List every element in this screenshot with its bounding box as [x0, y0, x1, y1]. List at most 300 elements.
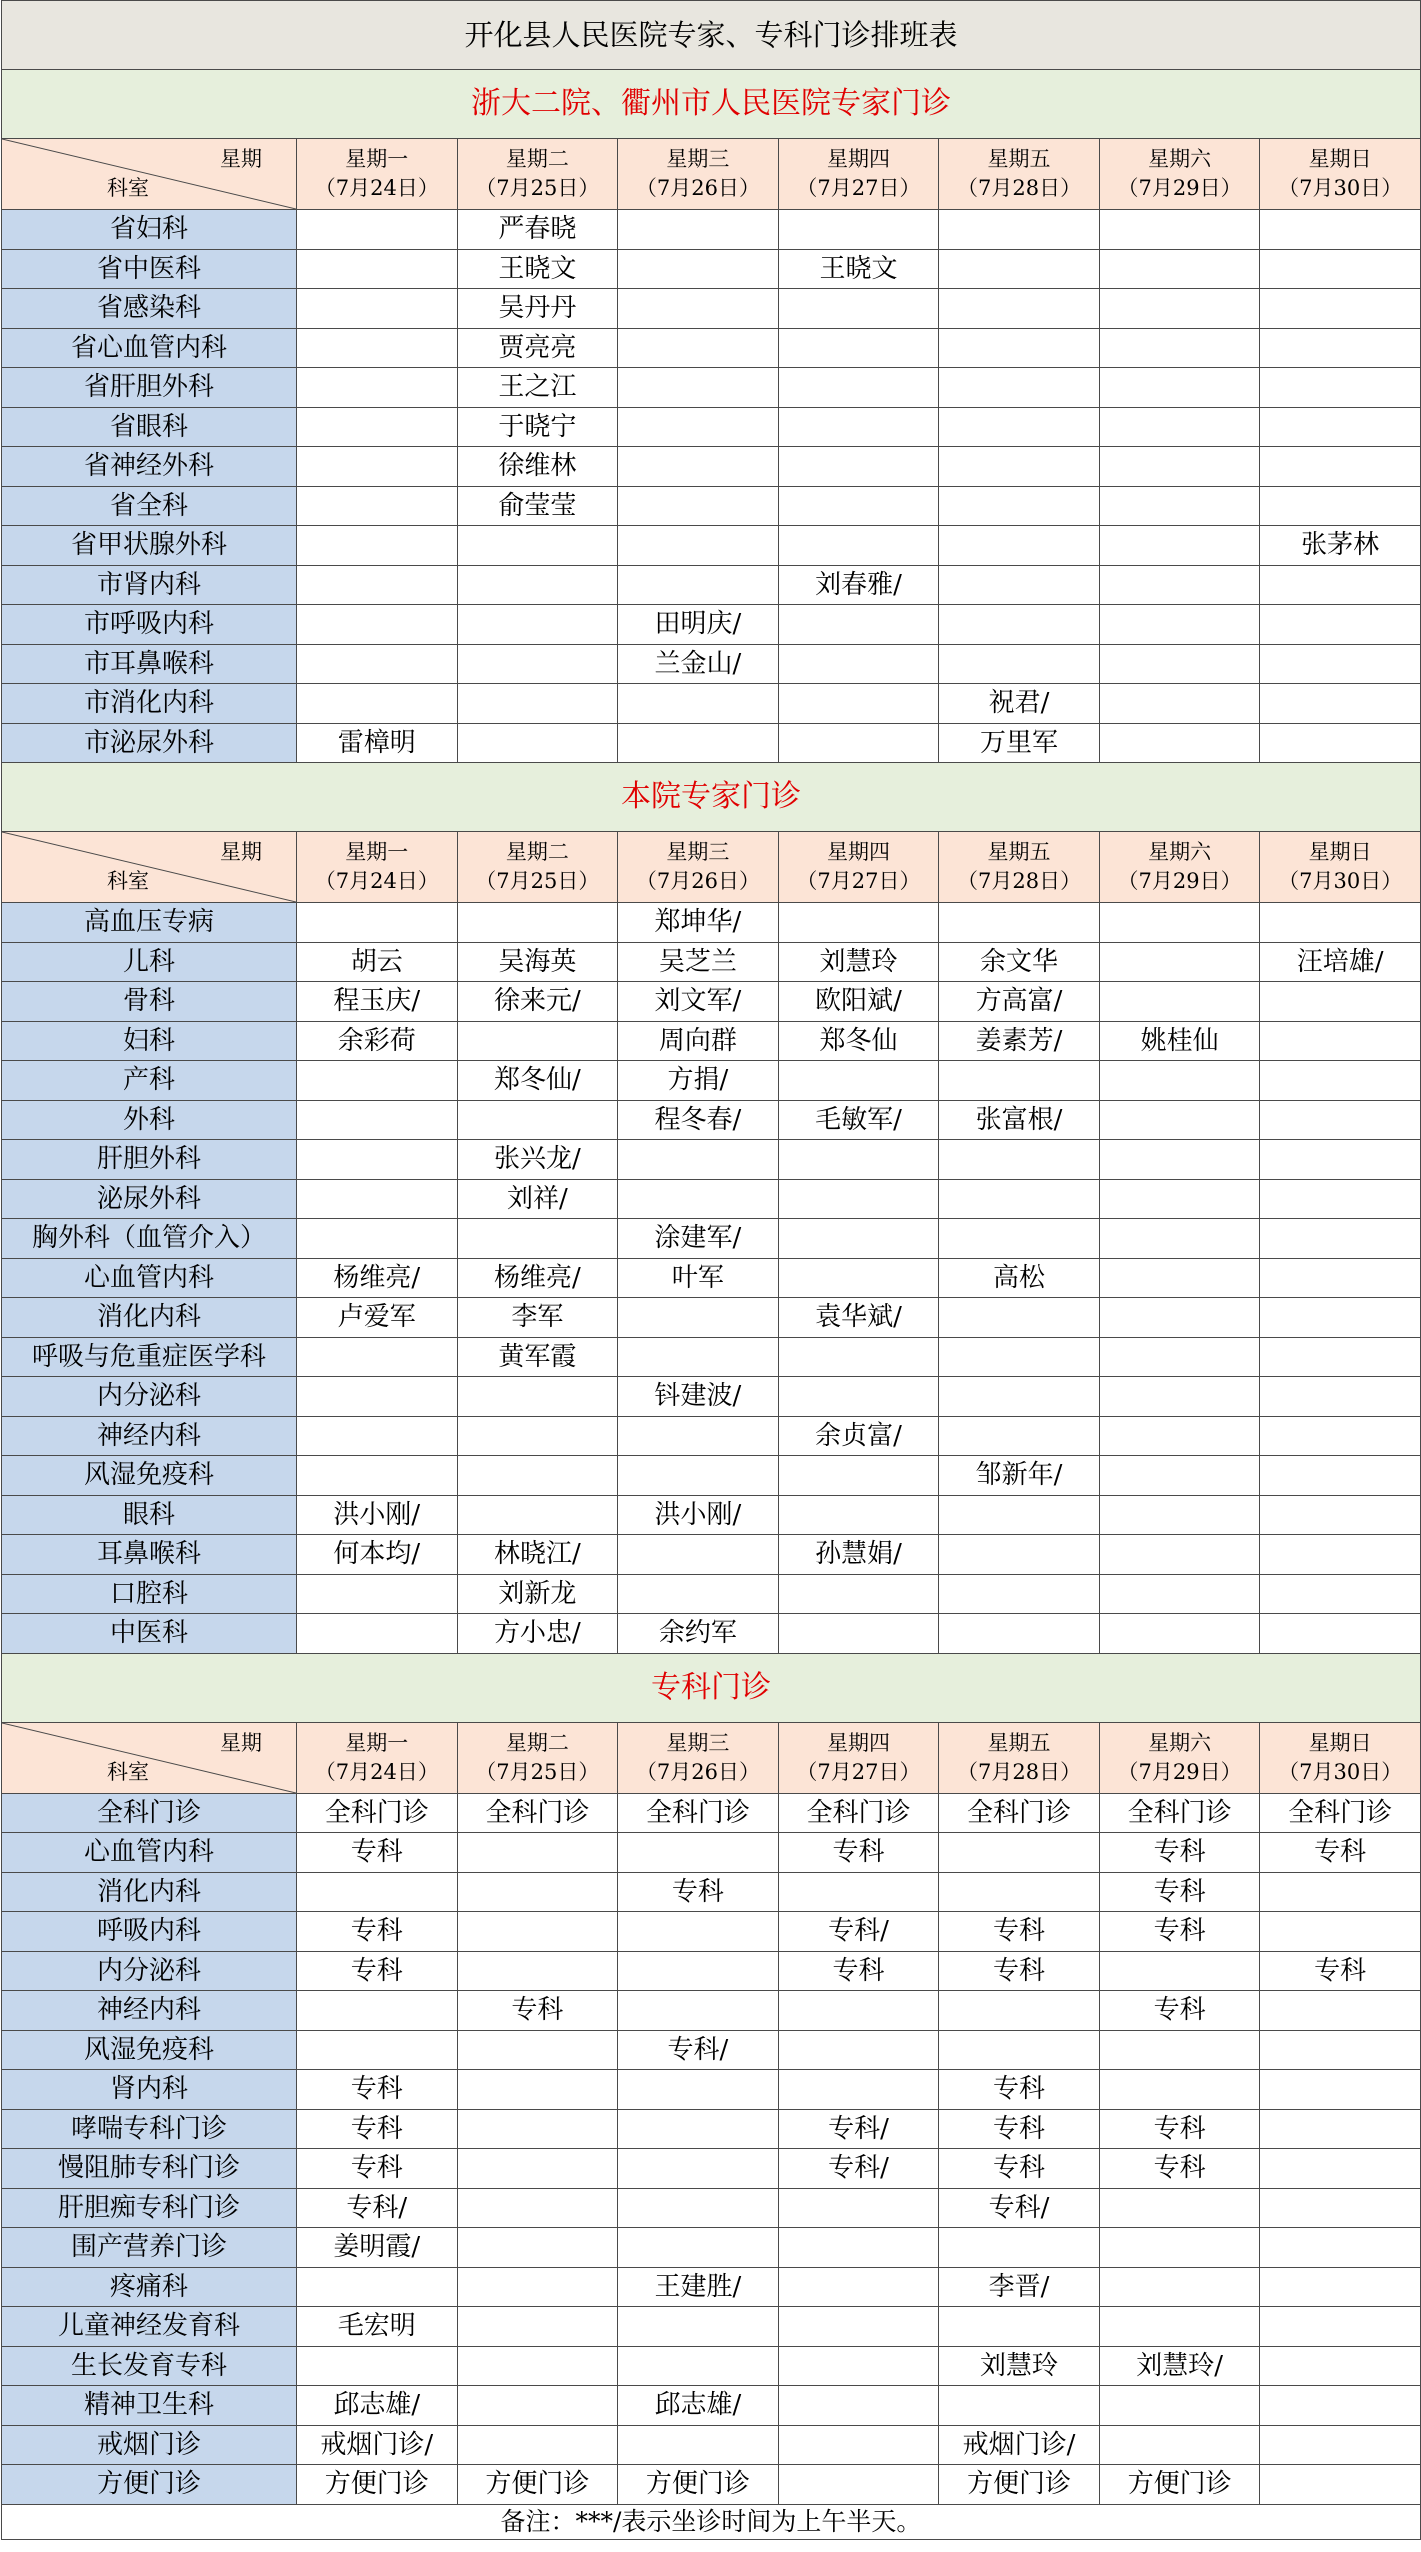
schedule-cell [457, 1100, 618, 1140]
table-row [2, 942, 1421, 982]
schedule-cell [1099, 2070, 1260, 2110]
schedule-cell [1099, 2307, 1260, 2347]
schedule-cell [618, 1298, 779, 1338]
weekday-name: 星期日 [1308, 1730, 1372, 1755]
schedule-cell: 姜明霞/ [297, 2228, 458, 2268]
schedule-cell [1260, 903, 1421, 943]
schedule-cell [1099, 1179, 1260, 1219]
schedule-cell [1099, 1574, 1260, 1614]
schedule-cell [618, 210, 779, 250]
schedule-cell: 卢爱军 [297, 1298, 458, 1338]
corner-weekday-label: 星期 [220, 1730, 262, 1755]
schedule-cell [618, 1535, 779, 1575]
schedule-cell: 于晓宁 [457, 407, 618, 447]
schedule-cell [1099, 249, 1260, 289]
schedule-cell [939, 2030, 1100, 2070]
schedule-cell: 洪小刚/ [618, 1495, 779, 1535]
department-cell: 省甲状腺外科 [2, 526, 297, 566]
table-row [2, 1179, 1421, 1219]
table-row [2, 1833, 1421, 1873]
department-cell: 骨科 [2, 982, 297, 1022]
schedule-cell [778, 684, 939, 724]
schedule-cell [1260, 1991, 1421, 2031]
schedule-cell: 高松 [939, 1258, 1100, 1298]
schedule-cell [778, 1061, 939, 1101]
schedule-cell: 专科/ [778, 2109, 939, 2149]
table-row [2, 2267, 1421, 2307]
department-cell: 市肾内科 [2, 565, 297, 605]
schedule-cell: 徐来元/ [457, 982, 618, 1022]
schedule-cell [1099, 447, 1260, 487]
header-corner-cell [2, 832, 297, 903]
table-row [2, 1456, 1421, 1496]
schedule-cell [939, 1377, 1100, 1417]
schedule-cell [1099, 1219, 1260, 1259]
schedule-cell [618, 249, 779, 289]
department-cell: 外科 [2, 1100, 297, 1140]
schedule-cell: 专科 [1099, 1991, 1260, 2031]
schedule-table [1, 0, 1421, 2540]
schedule-cell: 专科 [1260, 1833, 1421, 1873]
schedule-cell [939, 1179, 1100, 1219]
weekday-date: （7月26日） [635, 176, 760, 200]
schedule-cell: 钭建波/ [618, 1377, 779, 1417]
schedule-cell [1260, 486, 1421, 526]
schedule-cell: 全科门诊 [618, 1793, 779, 1833]
schedule-cell [618, 1140, 779, 1180]
department-cell: 肝胆外科 [2, 1140, 297, 1180]
schedule-cell [457, 644, 618, 684]
schedule-cell [457, 2228, 618, 2268]
schedule-cell [1099, 1535, 1260, 1575]
schedule-cell [1260, 605, 1421, 645]
schedule-cell [1099, 368, 1260, 408]
department-cell: 省肝胆外科 [2, 368, 297, 408]
schedule-cell [297, 407, 458, 447]
schedule-cell: 方便门诊 [297, 2465, 458, 2505]
schedule-cell [778, 1179, 939, 1219]
schedule-cell [939, 407, 1100, 447]
schedule-cell: 吴芝兰 [618, 942, 779, 982]
schedule-cell [618, 1951, 779, 1991]
schedule-cell [1099, 1377, 1260, 1417]
department-cell: 泌尿外科 [2, 1179, 297, 1219]
section-title: 专科门诊 [2, 1653, 1421, 1722]
header-corner-cell [2, 1722, 297, 1793]
table-row [2, 1495, 1421, 1535]
weekday-date: （7月27日） [796, 1759, 921, 1784]
schedule-cell: 汪培雄/ [1260, 942, 1421, 982]
weekday-name: 星期一 [345, 147, 409, 171]
schedule-cell [1260, 2425, 1421, 2465]
schedule-cell [1099, 2228, 1260, 2268]
schedule-cell [1099, 328, 1260, 368]
corner-weekday-label: 星期 [220, 147, 262, 171]
schedule-cell: 俞莹莹 [457, 486, 618, 526]
schedule-cell [1260, 1872, 1421, 1912]
schedule-cell [457, 2149, 618, 2189]
table-row [2, 1872, 1421, 1912]
schedule-cell: 王晓文 [457, 249, 618, 289]
schedule-cell: 方高富/ [939, 982, 1100, 1022]
department-cell: 妇科 [2, 1021, 297, 1061]
section-title-row [2, 1653, 1421, 1722]
schedule-cell: 全科门诊 [778, 1793, 939, 1833]
weekday-date: （7月24日） [314, 1759, 439, 1784]
schedule-cell: 毛敏军/ [778, 1100, 939, 1140]
weekday-name: 星期五 [987, 840, 1051, 864]
schedule-cell [778, 1377, 939, 1417]
weekday-date: （7月28日） [956, 869, 1082, 893]
section-title: 本院专家门诊 [2, 763, 1421, 832]
schedule-cell [297, 210, 458, 250]
schedule-cell [1260, 289, 1421, 329]
schedule-cell [457, 684, 618, 724]
schedule-cell [1260, 1337, 1421, 1377]
schedule-cell [939, 210, 1100, 250]
department-cell: 戒烟门诊 [2, 2425, 297, 2465]
department-cell: 市呼吸内科 [2, 605, 297, 645]
table-row [2, 1219, 1421, 1259]
schedule-cell [1099, 684, 1260, 724]
department-cell: 胸外科（血管介入） [2, 1219, 297, 1259]
weekday-header [618, 1722, 779, 1793]
schedule-cell [1260, 1456, 1421, 1496]
schedule-cell [1260, 1614, 1421, 1654]
weekday-header-row [2, 1722, 1421, 1793]
schedule-cell [778, 2425, 939, 2465]
schedule-cell [618, 1416, 779, 1456]
schedule-cell [939, 1140, 1100, 1180]
schedule-cell: 刘慧玲 [778, 942, 939, 982]
schedule-cell [297, 1416, 458, 1456]
schedule-cell [618, 289, 779, 329]
schedule-cell [1260, 1574, 1421, 1614]
schedule-cell [1260, 644, 1421, 684]
weekday-name: 星期三 [666, 147, 730, 171]
schedule-cell [618, 447, 779, 487]
schedule-cell: 余约军 [618, 1614, 779, 1654]
schedule-cell: 兰金山/ [618, 644, 779, 684]
schedule-cell: 专科 [297, 2109, 458, 2149]
schedule-cell [1260, 2386, 1421, 2426]
schedule-cell [297, 249, 458, 289]
schedule-cell: 洪小刚/ [297, 1495, 458, 1535]
weekday-header [939, 1722, 1100, 1793]
department-cell: 生长发育专科 [2, 2346, 297, 2386]
schedule-cell [939, 1833, 1100, 1873]
schedule-cell: 姜素芳/ [939, 1021, 1100, 1061]
department-cell: 产科 [2, 1061, 297, 1101]
table-row [2, 407, 1421, 447]
schedule-cell: 刘春雅/ [778, 565, 939, 605]
schedule-cell: 专科 [1099, 1833, 1260, 1873]
section-title-row [2, 763, 1421, 832]
schedule-cell [618, 1337, 779, 1377]
schedule-cell [778, 407, 939, 447]
schedule-cell [457, 1495, 618, 1535]
schedule-cell [778, 1219, 939, 1259]
schedule-cell [457, 2188, 618, 2228]
schedule-cell: 专科 [1099, 2109, 1260, 2149]
schedule-cell [457, 1912, 618, 1952]
schedule-cell [297, 903, 458, 943]
table-row [2, 368, 1421, 408]
schedule-cell [939, 289, 1100, 329]
schedule-cell: 李晋/ [939, 2267, 1100, 2307]
weekday-header [1099, 1722, 1260, 1793]
department-cell: 内分泌科 [2, 1951, 297, 1991]
weekday-header [297, 139, 458, 210]
schedule-cell [939, 249, 1100, 289]
schedule-cell: 专科 [778, 1833, 939, 1873]
schedule-cell [1260, 1258, 1421, 1298]
schedule-cell [1260, 2188, 1421, 2228]
weekday-header [778, 139, 939, 210]
schedule-cell [618, 684, 779, 724]
schedule-cell: 邱志雄/ [297, 2386, 458, 2426]
schedule-cell [1099, 723, 1260, 763]
department-cell: 精神卫生科 [2, 2386, 297, 2426]
department-cell: 内分泌科 [2, 1377, 297, 1417]
schedule-cell: 张兴龙/ [457, 1140, 618, 1180]
schedule-cell [939, 1061, 1100, 1101]
schedule-cell [778, 2188, 939, 2228]
schedule-cell [1260, 2346, 1421, 2386]
schedule-cell: 袁华斌/ [778, 1298, 939, 1338]
schedule-cell [778, 2465, 939, 2505]
schedule-cell [939, 1495, 1100, 1535]
table-row [2, 526, 1421, 566]
schedule-cell [1260, 2109, 1421, 2149]
schedule-cell [618, 2425, 779, 2465]
schedule-cell: 全科门诊 [457, 1793, 618, 1833]
department-cell: 省感染科 [2, 289, 297, 329]
weekday-name: 星期五 [987, 147, 1051, 171]
department-cell: 省中医科 [2, 249, 297, 289]
weekday-date: （7月27日） [796, 176, 921, 200]
schedule-cell [457, 1833, 618, 1873]
table-row [2, 2307, 1421, 2347]
table-row [2, 1793, 1421, 1833]
table-row [2, 1140, 1421, 1180]
schedule-cell [778, 1456, 939, 1496]
table-row [2, 1416, 1421, 1456]
note-row [2, 2504, 1421, 2539]
schedule-cell [1260, 2307, 1421, 2347]
department-cell: 全科门诊 [2, 1793, 297, 1833]
schedule-cell [939, 903, 1100, 943]
table-row [2, 1912, 1421, 1952]
schedule-cell: 全科门诊 [1099, 1793, 1260, 1833]
page-title: 开化县人民医院专家、专科门诊排班表 [2, 1, 1421, 70]
weekday-name: 星期一 [345, 1730, 409, 1755]
schedule-cell [297, 368, 458, 408]
schedule-cell [457, 1951, 618, 1991]
schedule-cell [1099, 982, 1260, 1022]
weekday-header [1260, 1722, 1421, 1793]
weekday-header [939, 139, 1100, 210]
corner-department-label: 科室 [107, 176, 149, 200]
schedule-cell [1260, 1416, 1421, 1456]
weekday-header [457, 1722, 618, 1793]
schedule-cell [297, 1574, 458, 1614]
weekday-date: （7月28日） [956, 1759, 1082, 1784]
table-row [2, 684, 1421, 724]
weekday-name: 星期二 [505, 1730, 569, 1755]
schedule-cell: 方便门诊 [1099, 2465, 1260, 2505]
schedule-cell: 刘慧玲 [939, 2346, 1100, 2386]
table-row [2, 644, 1421, 684]
schedule-cell: 专科 [1099, 1912, 1260, 1952]
department-cell: 口腔科 [2, 1574, 297, 1614]
schedule-cell [457, 1021, 618, 1061]
schedule-cell [457, 2307, 618, 2347]
department-cell: 肝胆痴专科门诊 [2, 2188, 297, 2228]
schedule-cell [618, 368, 779, 408]
schedule-cell: 专科 [297, 1912, 458, 1952]
schedule-cell [1099, 486, 1260, 526]
weekday-header-row [2, 832, 1421, 903]
schedule-cell: 孙慧娟/ [778, 1535, 939, 1575]
schedule-cell [1099, 1140, 1260, 1180]
table-row [2, 1337, 1421, 1377]
table-row [2, 1377, 1421, 1417]
schedule-cell: 专科 [939, 1912, 1100, 1952]
schedule-cell [939, 1219, 1100, 1259]
schedule-cell: 郑冬仙/ [457, 1061, 618, 1101]
weekday-name: 星期六 [1148, 147, 1212, 171]
table-row [2, 1991, 1421, 2031]
weekday-name: 星期日 [1308, 840, 1372, 864]
schedule-cell [1099, 903, 1260, 943]
schedule-cell: 周向群 [618, 1021, 779, 1061]
schedule-cell [1099, 2188, 1260, 2228]
schedule-cell [457, 2425, 618, 2465]
weekday-date: （7月25日） [475, 176, 600, 200]
schedule-cell [939, 1991, 1100, 2031]
schedule-cell [1099, 407, 1260, 447]
weekday-date: （7月30日） [1278, 176, 1403, 200]
schedule-cell: 祝君/ [939, 684, 1100, 724]
schedule-cell [297, 2267, 458, 2307]
schedule-cell: 张茅林 [1260, 526, 1421, 566]
schedule-cell: 专科 [618, 1872, 779, 1912]
table-row [2, 289, 1421, 329]
department-cell: 中医科 [2, 1614, 297, 1654]
schedule-cell [1099, 644, 1260, 684]
schedule-cell [1260, 368, 1421, 408]
schedule-cell [939, 368, 1100, 408]
schedule-cell [1260, 1298, 1421, 1338]
schedule-cell [297, 486, 458, 526]
schedule-cell [1099, 526, 1260, 566]
schedule-cell [618, 1574, 779, 1614]
schedule-cell: 刘慧玲/ [1099, 2346, 1260, 2386]
schedule-cell [297, 1061, 458, 1101]
weekday-header [457, 139, 618, 210]
schedule-cell [297, 1456, 458, 1496]
table-row [2, 1298, 1421, 1338]
schedule-cell: 姚桂仙 [1099, 1021, 1260, 1061]
schedule-cell [939, 1416, 1100, 1456]
schedule-cell [618, 2070, 779, 2110]
schedule-cell [778, 723, 939, 763]
schedule-cell [778, 1872, 939, 1912]
department-cell: 省妇科 [2, 210, 297, 250]
schedule-cell: 邱志雄/ [618, 2386, 779, 2426]
schedule-cell [1260, 1377, 1421, 1417]
schedule-cell [457, 723, 618, 763]
schedule-cell: 全科门诊 [297, 1793, 458, 1833]
weekday-header [1099, 139, 1260, 210]
schedule-cell: 雷樟明 [297, 723, 458, 763]
schedule-cell: 程玉庆/ [297, 982, 458, 1022]
table-row [2, 1574, 1421, 1614]
schedule-cell: 刘文军/ [618, 982, 779, 1022]
schedule-cell [618, 486, 779, 526]
schedule-cell [939, 526, 1100, 566]
schedule-cell [1260, 1061, 1421, 1101]
schedule-cell [939, 1574, 1100, 1614]
schedule-cell [778, 1337, 939, 1377]
department-cell: 疼痛科 [2, 2267, 297, 2307]
schedule-cell [297, 1614, 458, 1654]
schedule-cell [778, 1495, 939, 1535]
schedule-cell [618, 2346, 779, 2386]
weekday-header [618, 832, 779, 903]
department-cell: 省全科 [2, 486, 297, 526]
schedule-cell: 专科/ [939, 2188, 1100, 2228]
schedule-cell: 专科 [457, 1991, 618, 2031]
table-row [2, 1951, 1421, 1991]
schedule-cell: 戒烟门诊/ [297, 2425, 458, 2465]
schedule-cell [939, 2386, 1100, 2426]
table-row [2, 565, 1421, 605]
schedule-cell [778, 2070, 939, 2110]
schedule-cell: 方便门诊 [939, 2465, 1100, 2505]
schedule-cell: 专科 [297, 1951, 458, 1991]
schedule-cell [939, 1872, 1100, 1912]
schedule-cell [778, 2346, 939, 2386]
department-cell: 消化内科 [2, 1872, 297, 1912]
weekday-name: 星期六 [1148, 1730, 1212, 1755]
schedule-cell [618, 1179, 779, 1219]
table-row [2, 723, 1421, 763]
department-cell: 方便门诊 [2, 2465, 297, 2505]
schedule-cell: 叶军 [618, 1258, 779, 1298]
schedule-cell [1099, 1061, 1260, 1101]
schedule-cell: 严春晓 [457, 210, 618, 250]
schedule-cell [778, 368, 939, 408]
schedule-cell [1099, 1100, 1260, 1140]
weekday-header [297, 832, 458, 903]
schedule-cell [618, 1912, 779, 1952]
schedule-cell: 涂建军/ [618, 1219, 779, 1259]
schedule-cell [457, 1872, 618, 1912]
schedule-cell [1260, 2149, 1421, 2189]
schedule-cell [939, 1614, 1100, 1654]
department-cell: 眼科 [2, 1495, 297, 1535]
department-cell: 儿科 [2, 942, 297, 982]
schedule-cell [778, 2228, 939, 2268]
weekday-name: 星期三 [666, 840, 730, 864]
schedule-cell [457, 2386, 618, 2426]
schedule-cell [1260, 407, 1421, 447]
schedule-cell [297, 565, 458, 605]
schedule-cell: 何本均/ [297, 1535, 458, 1575]
schedule-cell [778, 1614, 939, 1654]
